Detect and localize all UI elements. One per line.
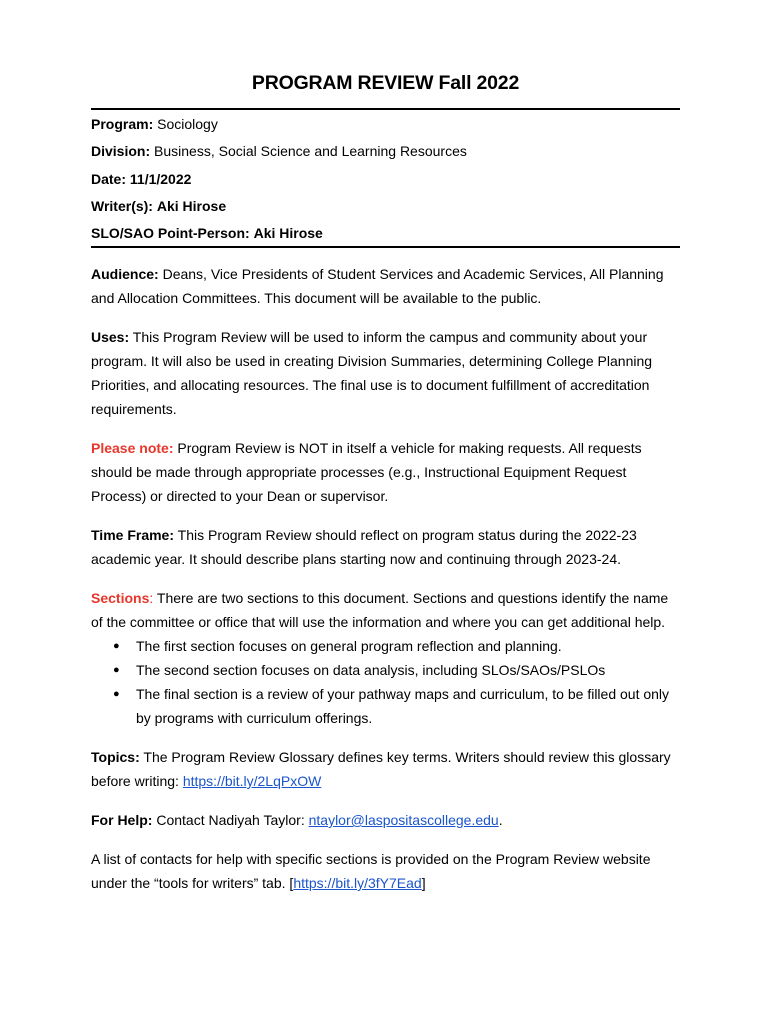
meta-program [91,113,680,140]
meta-slo-label: SLO/SAO Point-Person: [91,225,250,242]
meta-division [91,140,680,167]
please-note-text: Program Review is NOT in itself a vehicle for making requests. All requests should be made through appropriate processes (e.g., Instructional Equipment Request Process) or directed to your Dean or supervisor. [91,440,642,504]
meta-program-value: Sociology [157,116,218,132]
time-frame-paragraph [91,523,680,571]
audience-label: Audience: [91,266,159,282]
for-help-paragraph [91,808,680,832]
for-help-text: Contact Nadiyah Taylor: [156,812,305,828]
bullet-icon: ● [113,640,120,652]
glossary-link[interactable]: https://bit.ly/2LqPxOW [182,773,322,789]
please-note-paragraph [91,436,680,508]
topics-text: The Program Review Glossary defines key terms. Writers should review this glossary before writing: [91,749,671,789]
document-meta [91,113,680,249]
audience-paragraph [91,262,680,310]
please-note-label: Please note: [91,440,174,456]
for-help-label: For Help: [91,812,153,828]
bullet-text: The final section is a review of your pathway maps and curriculum, to be filled out only by programs with curriculum offerings. [136,686,670,726]
meta-divider [91,246,680,248]
meta-writers-label: Writer(s): [91,197,153,214]
uses-paragraph [91,325,680,421]
sections-colon: : [149,590,154,606]
list-item [91,682,680,730]
meta-date [91,168,680,195]
uses-label: Uses: [91,329,130,345]
topics-paragraph [91,745,680,793]
audience-text: Deans, Vice Presidents of Student Services and Academic Services, All Planning and Allocation Committees. This document will be available to the public. [91,266,664,306]
bullet-text: The first section focuses on general program reflection and planning. [136,638,562,654]
list-item [91,658,680,682]
meta-writers-value: Aki Hirose [156,197,227,214]
sections-paragraph [91,586,680,634]
list-item [91,634,680,658]
title-divider [91,108,680,110]
contacts-trailing: ] [421,875,426,891]
meta-date-label: Date: [91,170,127,187]
topics-label: Topics: [91,749,140,765]
sections-bullet-list [91,634,680,730]
sections-label: Sections [91,590,150,606]
contacts-text: A list of contacts for help with specific sections is provided on the Program Review website under the “tools for writers” tab. [ [91,851,651,891]
meta-division-value: Business, Social Science and Learning Resources [154,143,467,160]
bullet-icon: ● [113,664,120,676]
meta-slo-value: Aki Hirose [253,225,323,242]
for-help-trailing: . [498,812,503,828]
document-body [91,262,680,910]
sections-text: There are two sections to this document. Sections and questions identify the name of the committee or office that will use the information and where you can get additional help. [91,590,669,630]
document-title: PROGRAM REVIEW Fall 2022 [251,72,520,94]
bullet-text: The second section focuses on data analysis, including SLOs/SAOs/PSLOs [136,662,606,678]
meta-program-label: Program: [91,116,154,132]
contacts-paragraph [91,847,680,895]
help-email-link[interactable]: ntaylor@laspositascollege.edu [308,812,499,828]
bullet-icon: ● [113,688,120,700]
meta-division-label: Division: [91,143,151,160]
meta-date-value: 11/1/2022 [129,170,192,187]
time-frame-text: This Program Review should reflect on program status during the 2022-23 academic year. It should describe plans starting now and continuing through 2023-24. [91,527,637,567]
tools-for-writers-link[interactable]: https://bit.ly/3fY7Ead [293,875,422,891]
meta-writers [91,195,680,222]
time-frame-label: Time Frame: [91,527,174,543]
uses-text: This Program Review will be used to inform the campus and community about your program. It will also be used in creating Division Summaries, determining College Planning Priorities, and allocating resources. The final use is to document fulfillment of accreditation requirements. [91,329,653,417]
